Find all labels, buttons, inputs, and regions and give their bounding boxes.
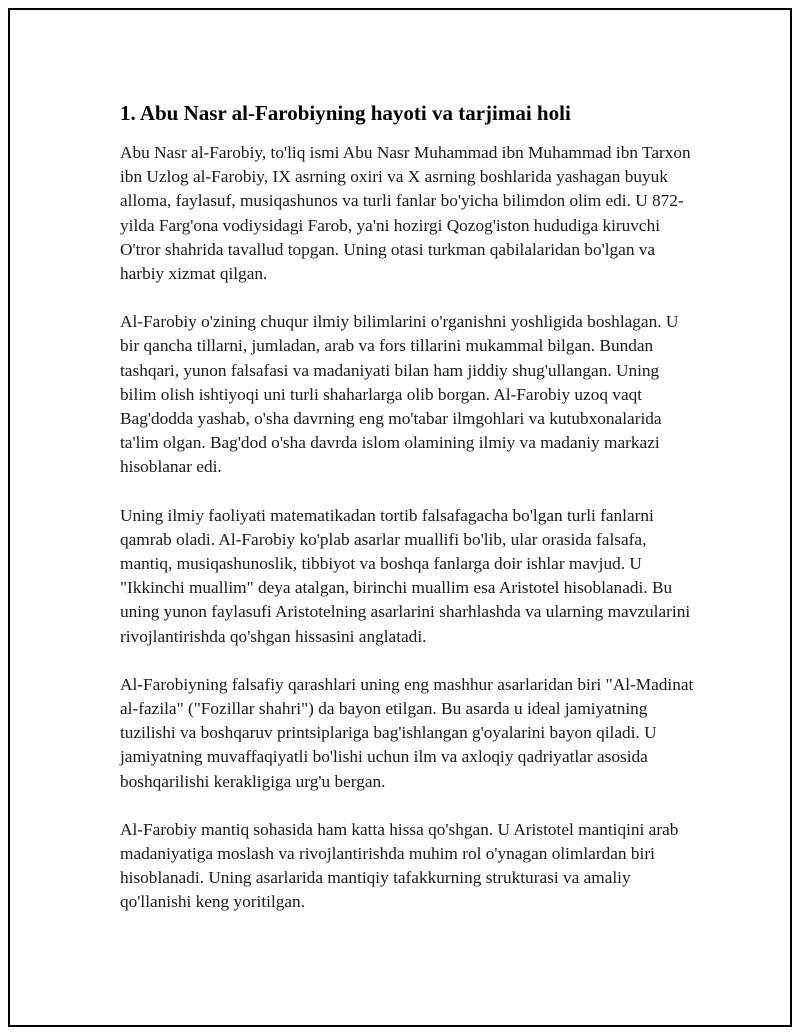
page-frame: [8, 8, 792, 1027]
document-body: [120, 99, 695, 939]
paragraph-biography: Abu Nasr al-Farobiy, to'liq ismi Abu Nasr Muhammad ibn Muhammad ibn Tarxon ibn Uzlog al-Farobiy, IX asrning oxiri va X asrning boshlarida yashagan buyuk alloma, faylasuf, musiqashunos va turli fanlar bo'yicha bilimdon olim edi. U 872-yilda Farg'ona vodiysidagi Farob, ya'ni hozirgi Qozog'iston hududiga kiruvchi O'tror shahrida tavallud topgan. Uning otasi turkman qabilalaridan bo'lgan va harbiy xizmat qilgan.: [120, 143, 691, 284]
paragraph-philosophy: Al-Farobiyning falsafiy qarashlari uning eng mashhur asarlaridan biri "Al-Madinat al-fazila" ("Fozillar shahri") da bayon etilgan. Bu asarda u ideal jamiyatning tuzilishi va boshqaruv printsiplariga bag'ishlangan g'oyalarini bayon qiladi. U jamiyatning muvaffaqiyatli bo'lishi uchun ilm va axloqiy qadriyatlar asosida boshqarilishi kerakligiga urg'u bergan.: [120, 674, 694, 791]
paragraph-education: Al-Farobiy o'zining chuqur ilmiy bilimlarini o'rganishni yoshligida boshlagan. U bir qancha tillarni, jumladan, arab va fors tillarini mukammal bilgan. Bundan tashqari, yunon falsafasi va madaniyati bilan ham jiddiy shug'ullangan. Uning bilim olish ishtiyoqi uni turli shaharlarga olib borgan. Al-Farobiy uzoq vaqt Bag'dodda yashab, o'sha davrning eng mo'tabar ilmgohlari va kutubxonalarida ta'lim olgan. Bag'dod o'sha davrda islom olamining ilmiy va madaniy markazi hisoblanar edi.: [120, 312, 679, 477]
paragraph-logic: Al-Farobiy mantiq sohasida ham katta hissa qo'shgan. U Aristotel mantiqini arab madaniyatiga moslash va rivojlantirishda muhim rol o'ynagan olimlardan biri hisoblanadi. Uning asarlarida mantiqiy tafakkurning strukturasi va amaliy qo'llanishi keng yoritilgan.: [120, 819, 679, 912]
paragraph-scientific-activity: Uning ilmiy faoliyati matematikadan tortib falsafagacha bo'lgan turli fanlarni qamrab oladi. Al-Farobiy ko'plab asarlar muallifi bo'lib, ular orasida falsafa, mantiq, musiqashunoslik, tibbiyot va boshqa fanlarga doir ishlar mavjud. U "Ikkinchi muallim" deya atalgan, birinchi muallim esa Aristotel hisoblanadi. Bu uning yunon faylasufi Aristotelning asarlarini sharhlashda va ularning mavzularini rivojlantirishda qo'shgan hissasini anglatadi.: [120, 505, 691, 646]
section-heading: 1. Abu Nasr al-Farobiyning hayoti va tarjimai holi: [120, 101, 571, 125]
